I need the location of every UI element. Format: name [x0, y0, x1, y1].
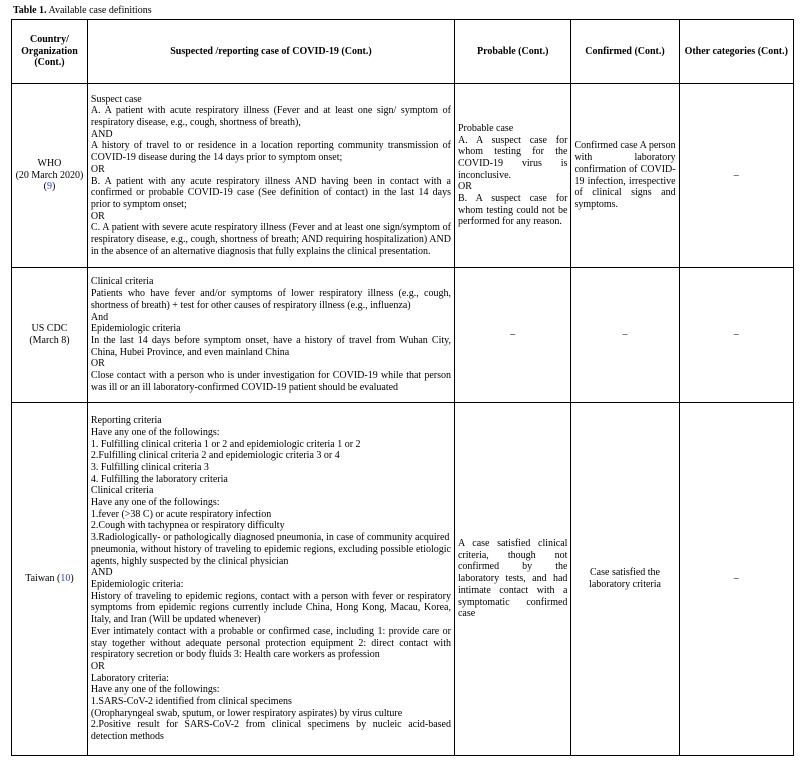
suspect-line: Suspect case — [90, 93, 142, 105]
suspect-line: Epidemiologic criteria: — [90, 579, 184, 590]
other-cell-us-cdc: – — [679, 268, 793, 403]
suspect-line: A. A patient with acute respiratory illness (Fever and at least one sign/ symptom of respiratory disease, e.g., cough, shortness of breath), — [90, 105, 451, 128]
suspect-line: Close contact with a person who is under investigation for COVID-19 while that person was ill or an ill laboratory-confirmed COVID-19 patient should be evaluated — [90, 370, 451, 393]
reference-open: ( — [43, 181, 47, 193]
table-caption-label: Table 1. — [13, 5, 47, 16]
suspect-line: AND — [90, 128, 113, 140]
suspect-line: In the last 14 days before symptom onset, have a history of travel from Wuhan City, China, Hubei Province, and even mainland China — [90, 335, 451, 358]
table-header-row — [12, 20, 794, 84]
probable-cell-who — [454, 84, 570, 268]
suspect-line: 1.fever (>38 C) or acute respiratory infection — [90, 508, 272, 520]
table-row-who — [12, 84, 794, 268]
header-country: Country/ Organization (Cont.) — [12, 20, 88, 84]
country-cell-taiwan — [12, 403, 88, 756]
suspect-line: (Oropharyngeal swab, sputum, or lower respiratory aspirates) by virus culture — [90, 707, 403, 719]
reference-close: ) — [70, 573, 74, 585]
suspect-line: 3.Radiologically- or pathologically diagnosed pneumonia, in case of community acquired — [90, 532, 450, 544]
probable-line: Probable case — [457, 122, 514, 134]
suspect-line: Ever intimately contact with a probable or confirmed case, including 1: provide care or stay together without adequate personal protection equipment 2: direct contact with respiratory secretion or body fluids 3: Health care workers as profession — [90, 625, 451, 661]
suspect-cell-taiwan — [87, 403, 454, 756]
other-cell-who: – — [679, 84, 793, 268]
header-other: Other categories (Cont.) — [679, 20, 793, 84]
header-suspect: Suspected /reporting case of COVID-19 (Cont.) — [87, 20, 454, 84]
suspect-line: B. A patient with any acute respiratory illness AND having been in contact with a confirmed or probable COVID-19 case (See definition of contact) in the last 14 days prior to symptom onset; — [90, 175, 451, 210]
reference — [15, 181, 84, 193]
country-name: Taiwan — [25, 573, 55, 585]
case-definitions-table — [11, 19, 794, 756]
suspect-line: 1. Fulfilling clinical criteria 1 or 2 and epidemiologic criteria 1 or 2 — [90, 438, 361, 450]
probable-cell-taiwan: A case satisfied clinical criteria, though not confirmed by the laboratory tests, and had intimate contact with a symptomatic confirmed case — [454, 403, 570, 756]
suspect-line: Clinical criteria — [90, 485, 154, 497]
table-row-taiwan — [12, 403, 794, 756]
suspect-line: History of traveling to epidemic regions, contact with a person with fever or respiratory symptoms from epidemic regions currently include China, Hong Kong, Macau, Korea, Italy, and Iran (Will be updated whenever) — [90, 590, 451, 626]
reference-link[interactable]: 10 — [60, 573, 71, 585]
suspect-line: 4. Fulfilling the laboratory criteria — [90, 473, 228, 485]
suspect-line: Epidemiologic criteria — [90, 323, 181, 335]
probable-cell-us-cdc: – — [454, 268, 570, 403]
suspect-line: Clinical criteria — [90, 276, 154, 288]
suspect-line: OR — [90, 358, 105, 370]
probable-line: OR — [457, 181, 472, 193]
country-cell-us-cdc — [12, 268, 88, 403]
suspect-line: OR — [90, 163, 105, 175]
header-confirmed: Confirmed (Cont.) — [571, 20, 679, 84]
suspect-line: 2.Fulfilling clinical criteria 2 and epidemiologic criteria 3 or 4 — [90, 450, 340, 462]
probable-line: B. A suspect case for whom testing could not be performed for any reason. — [457, 193, 568, 228]
probable-line: A. A suspect case for whom testing for the COVID-19 virus is inconclusive. — [457, 134, 568, 181]
suspect-line: A history of travel to or residence in a location reporting community transmission of COVID-19 disease during the 14 days prior to symptom onset; — [90, 140, 451, 164]
suspect-line: Reporting criteria — [90, 415, 162, 427]
confirmed-cell-taiwan: Case satisfied the laboratory criteria — [571, 403, 679, 756]
suspect-line: OR — [90, 660, 105, 672]
suspect-line: OR — [90, 210, 105, 222]
reference-open: ( — [54, 573, 61, 585]
reference-close: ) — [51, 181, 56, 193]
suspect-line: pneumonia, without history of traveling to epidemic regions, excluding possible etiologic agents, highly suspected by the clinical physician — [90, 543, 451, 567]
suspect-line: 2.Positive result for SARS-CoV-2 from clinical specimens by nucleic acid-based detection methods — [90, 719, 451, 743]
suspect-line: 2.Cough with tachypnea or respiratory difficulty — [90, 520, 285, 532]
country-name: US CDC — [31, 323, 68, 335]
suspect-line: C. A patient with severe acute respiratory illness (Fever and at least one sign/symptom of respiratory disease, e.g., cough, shortness of breath; AND requiring hospitalization) AND in the absence of an alternative diagnosis that fully explains the clinical presentation. — [90, 222, 451, 257]
table-caption — [13, 5, 152, 17]
suspect-line: Have any one of the followings: — [90, 684, 220, 696]
confirmed-cell-who: Confirmed case A person with laboratory confirmation of COVID-19 infection, irrespective of clinical signs and symptoms. — [571, 84, 679, 268]
country-date: (March 8) — [29, 335, 70, 346]
reference-link[interactable]: 9 — [46, 181, 52, 193]
country-name: WHO — [37, 157, 62, 169]
suspect-cell-who — [87, 84, 454, 268]
suspect-line: 1.SARS-CoV-2 identified from clinical specimens — [90, 696, 292, 708]
country-date: (20 March 2020) — [15, 169, 84, 181]
suspect-line: Laboratory criteria: — [90, 672, 169, 684]
header-probable: Probable (Cont.) — [454, 20, 570, 84]
suspect-line: 3. Fulfilling clinical criteria 3 — [90, 461, 209, 473]
confirmed-cell-us-cdc: – — [571, 268, 679, 403]
other-cell-taiwan: – — [679, 403, 793, 756]
table-row-us-cdc — [12, 268, 794, 403]
suspect-line: Patients who have fever and/or symptoms of lower respiratory illness (e.g., cough, shortness of breath) + test for other causes of respiratory illness (e.g., influenza) — [90, 288, 451, 311]
country-cell-who — [12, 84, 88, 268]
suspect-line: And — [90, 311, 109, 323]
suspect-line: Have any one of the followings: — [90, 426, 220, 438]
suspect-line: AND — [90, 567, 113, 579]
suspect-line: Have any one of the followings: — [90, 497, 220, 509]
suspect-cell-us-cdc — [87, 268, 454, 403]
table-caption-text: Available case definitions — [46, 5, 152, 16]
